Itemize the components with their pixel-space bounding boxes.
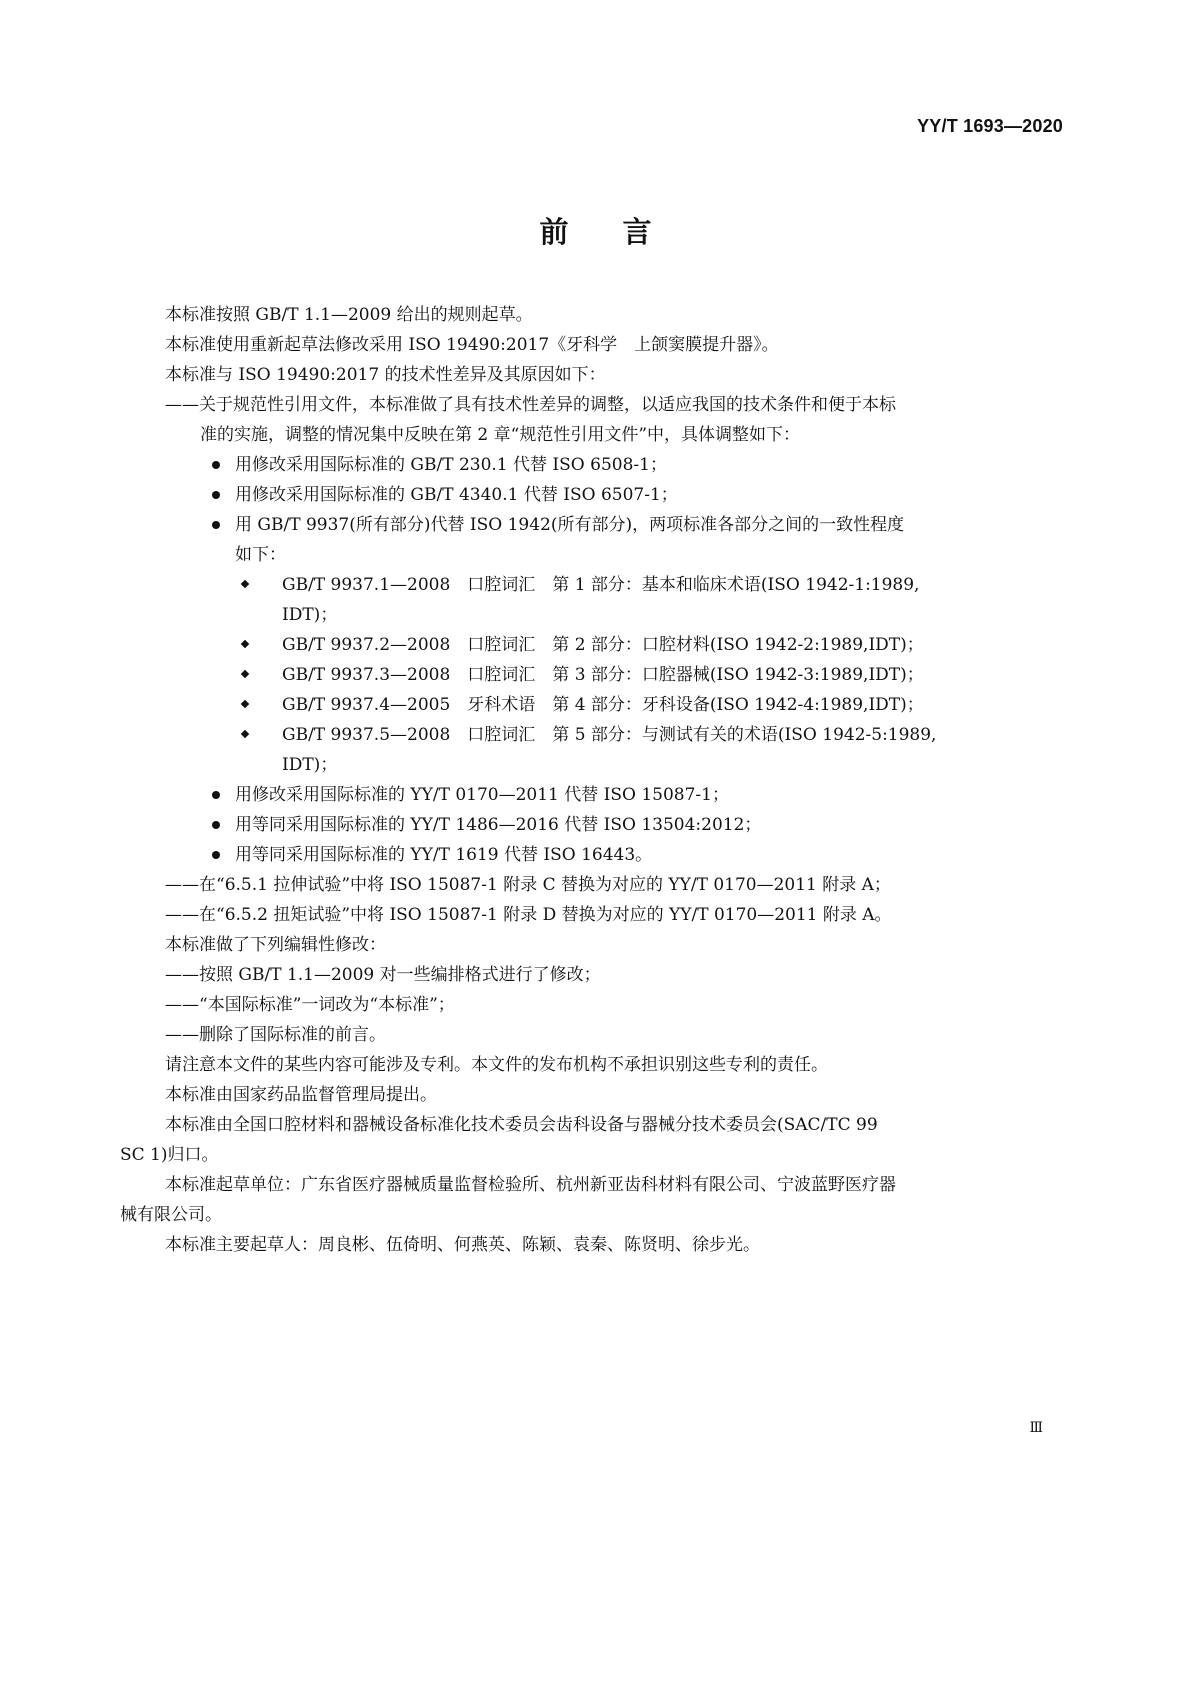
bullet-dot-icon — [212, 461, 220, 469]
dash-item-normative-refs: ——关于规范性引用文件，本标准做了具有技术性差异的调整，以适应我国的技术条件和便于本标 — [165, 395, 896, 415]
list-item-text: 用等同采用国际标准的 YY/T 1486—2016 代替 ISO 13504:2012； — [235, 815, 762, 835]
bullet-diamond-icon — [241, 700, 249, 708]
dash-item-torque-test: ——在“6.5.2 扭矩试验”中将 ISO 15087-1 附录 D 替换为对应的 YY/T 0170—2011 附录 A。 — [165, 905, 892, 925]
list-item — [120, 480, 1073, 510]
paragraph-drafters: 本标准主要起草人：周良彬、伍倚明、何燕英、陈颖、袁秦、陈贤明、徐步光。 — [165, 1235, 760, 1255]
list-item — [120, 810, 1073, 840]
list-item — [120, 780, 1073, 810]
list-item-text: 用修改采用国际标准的 GB/T 4340.1 代替 ISO 6507-1； — [235, 485, 678, 505]
sub-list-item-text: GB/T 9937.5—2008 口腔词汇 第 5 部分：与测试有关的术语(ISO 1942-5:1989, — [282, 725, 937, 745]
paragraph-drafting-units-cont: 械有限公司。 — [120, 1205, 222, 1225]
bullet-diamond-icon — [241, 580, 249, 588]
sub-list-item-text: GB/T 9937.4—2005 牙科术语 第 4 部分：牙科设备(ISO 1942-4:1989,IDT)； — [282, 695, 924, 715]
sub-list-item-text: GB/T 9937.3—2008 口腔词汇 第 3 部分：口腔器械(ISO 1942-3:1989,IDT)； — [282, 665, 924, 685]
bullet-dot-icon — [212, 851, 220, 859]
dash-item-editorial: ——按照 GB/T 1.1—2009 对一些编排格式进行了修改； — [165, 965, 601, 985]
paragraph-centralized: 本标准由全国口腔材料和器械设备标准化技术委员会齿科设备与器械分技术委员会(SAC/TC 99 — [165, 1115, 878, 1135]
list-item — [120, 510, 1073, 540]
dash-item-editorial: ——删除了国际标准的前言。 — [165, 1025, 386, 1045]
bullet-diamond-icon — [241, 670, 249, 678]
list-item — [120, 840, 1073, 870]
paragraph-editorial-intro: 本标准做了下列编辑性修改： — [165, 935, 386, 955]
bullet-dot-icon — [212, 821, 220, 829]
list-item-text: 用修改采用国际标准的 YY/T 0170—2011 代替 ISO 15087-1； — [235, 785, 729, 805]
page-number: Ⅲ — [1029, 1420, 1043, 1436]
standard-number: YY/T 1693—2020 — [917, 116, 1063, 136]
bullet-dot-icon — [212, 491, 220, 499]
list-item-text: 用修改采用国际标准的 GB/T 230.1 代替 ISO 6508-1； — [235, 455, 667, 475]
list-item-text: 用等同采用国际标准的 YY/T 1619 代替 ISO 16443。 — [235, 845, 653, 865]
sub-list-item-cont: IDT)； — [282, 605, 338, 625]
dash-item-normative-refs-cont: 准的实施，调整的情况集中反映在第 2 章“规范性引用文件”中，具体调整如下： — [200, 425, 801, 445]
paragraph-patent-notice: 请注意本文件的某些内容可能涉及专利。本文件的发布机构不承担识别这些专利的责任。 — [165, 1055, 828, 1075]
foreword-body — [120, 300, 1073, 1260]
paragraph-adoption: 本标准使用重新起草法修改采用 ISO 19490:2017《牙科学 上颌窦膜提升器》。 — [165, 335, 779, 355]
bullet-diamond-icon — [241, 640, 249, 648]
list-item — [120, 450, 1073, 480]
bullet-dot-icon — [212, 521, 220, 529]
sub-list-item — [120, 570, 1073, 600]
sub-list-item-cont: IDT)； — [282, 755, 338, 775]
paragraph-drafting-rules: 本标准按照 GB/T 1.1—2009 给出的规则起草。 — [165, 305, 533, 325]
bullet-dot-icon — [212, 791, 220, 799]
list-item-text: 用 GB/T 9937(所有部分)代替 ISO 1942(所有部分)，两项标准各部分之间的一致性程度 — [235, 515, 905, 535]
dash-item-editorial: ——“本国际标准”一词改为“本标准”； — [165, 995, 455, 1015]
sub-list-item — [120, 660, 1073, 690]
sub-list-item — [120, 720, 1073, 750]
paragraph-centralized-cont: SC 1)归口。 — [120, 1145, 219, 1165]
sub-list-item — [120, 630, 1073, 660]
bullet-diamond-icon — [241, 730, 249, 738]
sub-list-item — [120, 690, 1073, 720]
page-title: 前言 — [539, 215, 706, 249]
sub-list-item-text: GB/T 9937.1—2008 口腔词汇 第 1 部分：基本和临床术语(ISO 1942-1:1989, — [282, 575, 920, 595]
paragraph-differences-intro: 本标准与 ISO 19490:2017 的技术性差异及其原因如下： — [165, 365, 606, 385]
paragraph-proposed-by: 本标准由国家药品监督管理局提出。 — [165, 1085, 437, 1105]
sub-list-item-text: GB/T 9937.2—2008 口腔词汇 第 2 部分：口腔材料(ISO 1942-2:1989,IDT)； — [282, 635, 924, 655]
list-item-cont: 如下： — [235, 545, 286, 565]
dash-item-tensile-test: ——在“6.5.1 拉伸试验”中将 ISO 15087-1 附录 C 替换为对应的 YY/T 0170—2011 附录 A； — [165, 875, 891, 895]
paragraph-drafting-units: 本标准起草单位：广东省医疗器械质量监督检验所、杭州新亚齿科材料有限公司、宁波蓝野医疗器 — [165, 1175, 896, 1195]
